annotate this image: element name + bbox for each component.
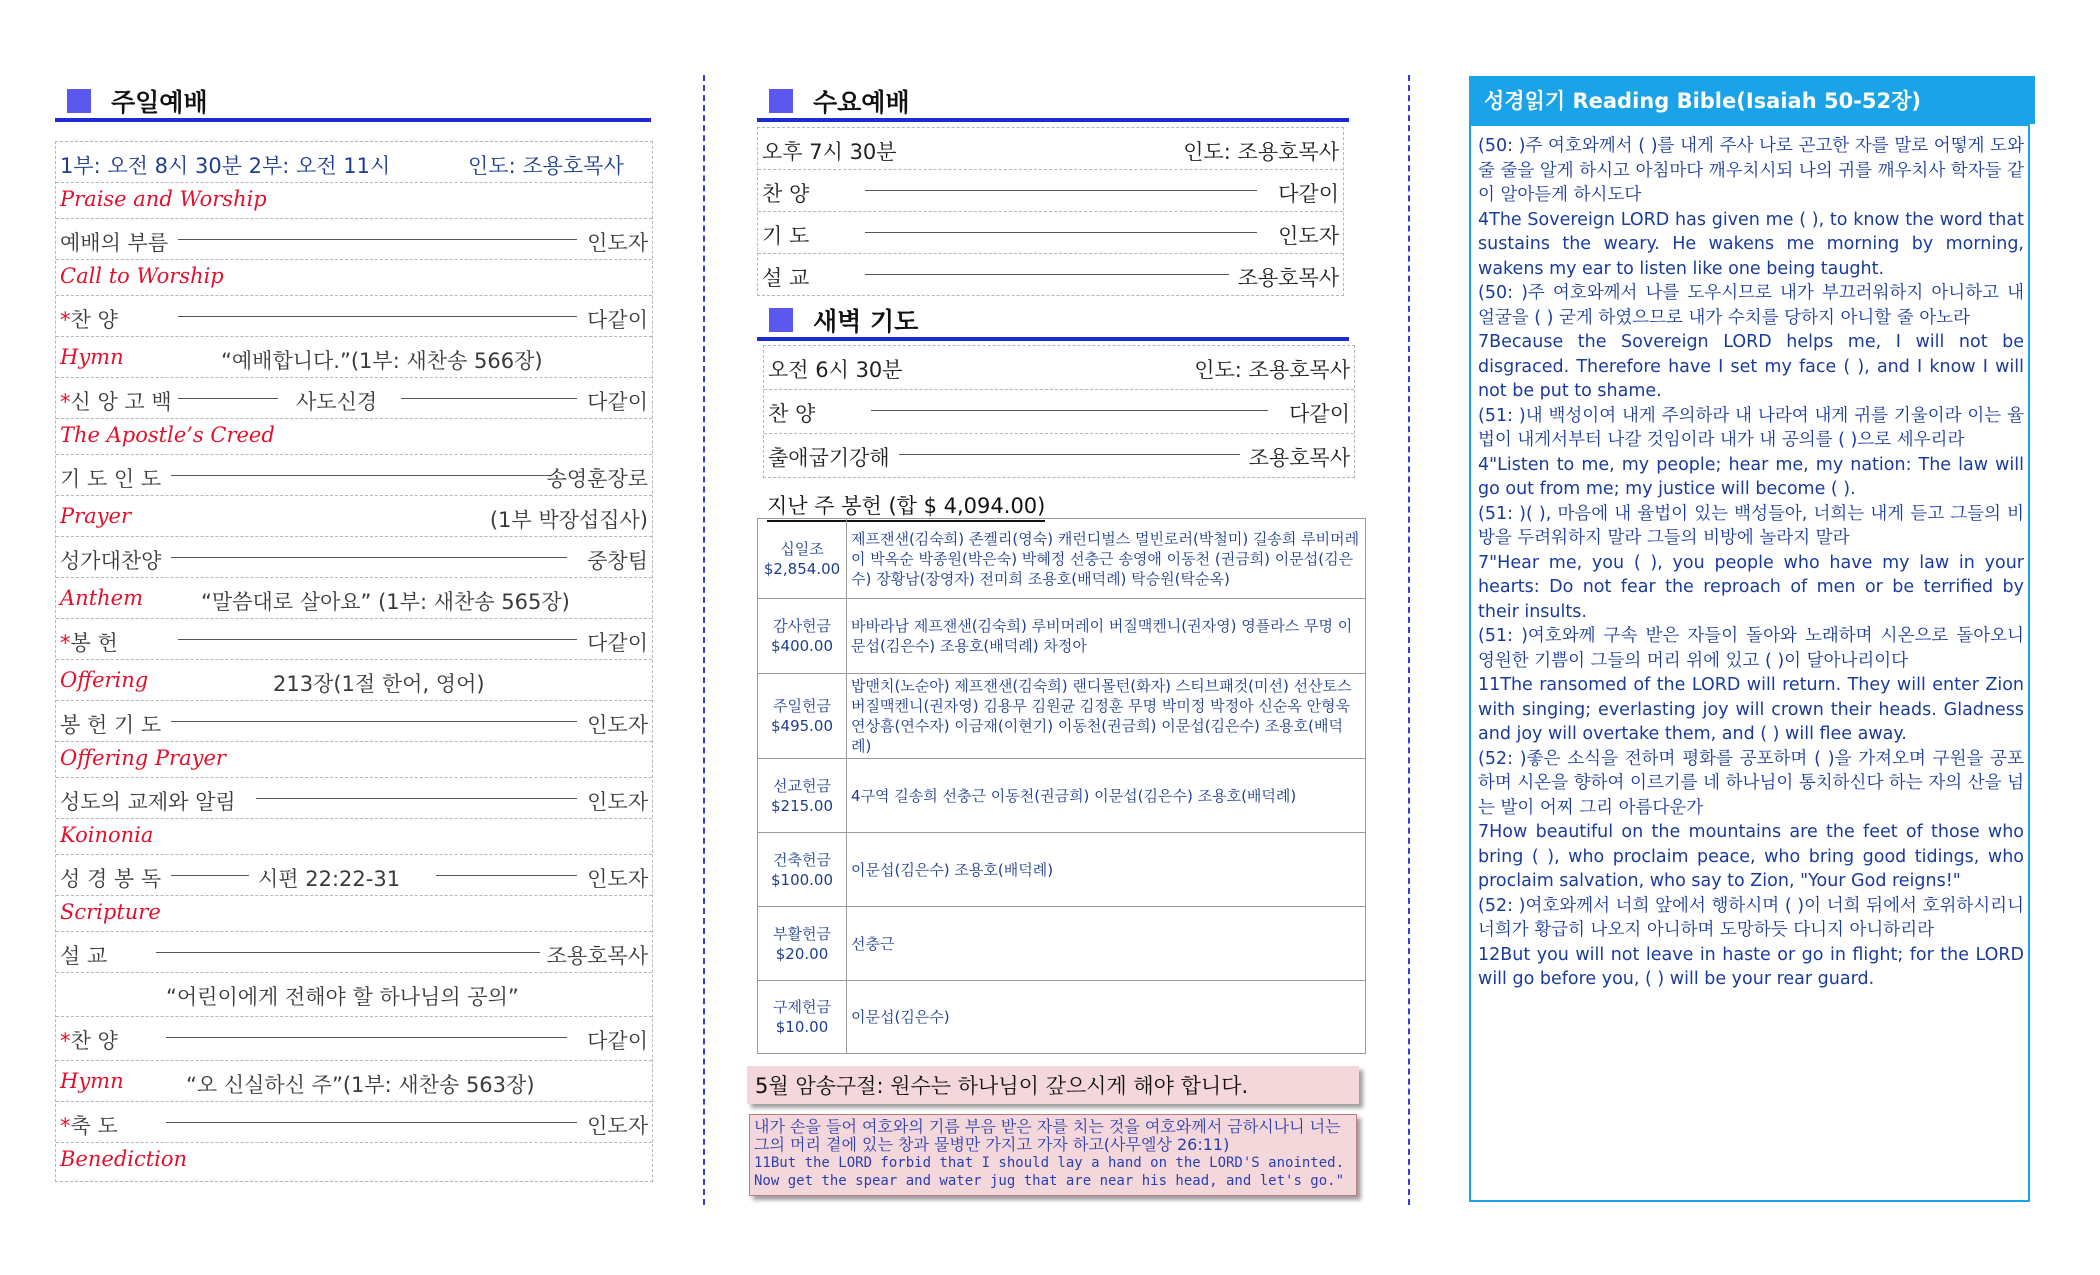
leader-dots [171, 557, 567, 558]
reading-paragraph: 7How beautiful on the mountains are the feet of those who bring ( ), who proclaim peace, who bring good tidings, who proclaim salvation, who say to Zion, "Your God reigns!" [1478, 822, 2024, 891]
reading-paragraph: (51: )( ), 마음에 내 율법이 있는 백성들아, 너희는 내게 듣고 그들의 비방을 두려워하지 말라 그들의 비방에 놀라지 말라 [1478, 503, 2024, 548]
table-row [758, 759, 1366, 833]
square-bullet-icon [769, 89, 793, 113]
english-label: Scripture [60, 900, 161, 924]
item-leader: 다같이 [587, 390, 648, 414]
hymn-title: “예배합니다.”(1부: 새찬송 566장) [221, 349, 543, 373]
leader-dots [171, 475, 552, 476]
offering-hymn: 213장(1절 한어, 영어) [273, 672, 485, 696]
memory-verse-korean: 내가 손을 들어 여호와의 기름 부음 받은 자를 치는 것을 여호와께서 금하시나니 너는 그의 머리 곁에 있는 창과 물병만 가지고 가자 하고(사무엘상 26:11) [754, 1117, 1341, 1154]
list-item [758, 128, 1343, 170]
leader-dots [865, 232, 1257, 233]
memory-verse-box [749, 1114, 1357, 1196]
list-item [56, 496, 652, 537]
list-item [56, 1017, 652, 1061]
english-label: Praise and Worship [60, 187, 267, 211]
memory-verse-heading: 5월 암송구절: 원수는 하나님이 갚으시게 해야 합니다. [747, 1066, 1359, 1104]
item-leader: 송영훈장로 [546, 467, 648, 491]
offering-category: 건축헌금 $100.00 [758, 833, 847, 907]
offering-names: 바바라남 제프잰샌(김숙희) 루비머레이 버질맥켄니(권자영) 영플라스 무명 이문섭(김은수) 조용호(배덕례) 차정아 [847, 599, 1366, 674]
leader-dots [156, 952, 540, 953]
service-time: 오전 6시 30분 [768, 358, 903, 382]
scripture-reference: 시편 22:22-31 [258, 867, 401, 891]
leader-dots [178, 398, 278, 399]
column-separator-1 [703, 75, 705, 1205]
dawn-order-list [763, 345, 1355, 478]
leader-dots [171, 721, 577, 722]
offering-category: 십일조 $2,854.00 [758, 519, 847, 599]
memory-verse-english-1: 11But the LORD forbid that I should lay a hand on the LORD'S anointed. [754, 1155, 1345, 1171]
item-leader: 중창팀 [587, 549, 648, 573]
offering-category: 선교헌금 $215.00 [758, 759, 847, 833]
creed-name: 사도신경 [296, 390, 378, 414]
item-label: 예배의 부름 [60, 231, 169, 255]
table-row [758, 981, 1366, 1054]
item-label: 기 도 인 도 [60, 467, 162, 491]
item-leader: 인도자 [587, 790, 648, 814]
leader-dots [178, 239, 577, 240]
item-label: 찬 양 [70, 1029, 118, 1053]
item-leader: 인도자 [1278, 224, 1339, 248]
leader-dots [436, 875, 577, 876]
list-item [56, 578, 652, 619]
leader-dots [166, 1037, 567, 1038]
list-item [56, 537, 652, 578]
english-label: Hymn [60, 1069, 124, 1093]
list-item [56, 337, 652, 378]
item-label: 설 교 [762, 266, 810, 290]
service-times: 1부: 오전 8시 30분 2부: 오전 11시 [60, 154, 391, 178]
item-label: 기 도 [762, 224, 810, 248]
item-leader: 조용호목사 [546, 944, 648, 968]
list-item [56, 660, 652, 701]
item-label: 봉 헌 기 도 [60, 713, 162, 737]
list-item [56, 219, 652, 260]
list-item [758, 170, 1343, 212]
leader-dots [401, 398, 577, 399]
offering-names: 제프잰샌(김숙희) 존켈리(영숙) 캐런디벌스 멀빈로러(박철미) 길송희 루비머레이 박옥순 박종원(박은숙) 박혜정 선충근 송영애 이동천 (권금희) 이문섭(김은수) 장황남(장영자) 전미희 조용호(배덕례) 탁승원(탁순옥) [847, 519, 1366, 599]
item-label: 성 경 봉 독 [60, 867, 162, 891]
list-item [56, 183, 652, 219]
list-item [56, 973, 652, 1017]
item-leader: 다같이 [1278, 182, 1339, 206]
offering-category: 부활헌금 $20.00 [758, 907, 847, 981]
item-leader: 인도자 [587, 867, 648, 891]
reading-paragraph: (51: )내 백성이여 내게 주의하라 내 나라여 내게 귀를 기울이라 이는 율법이 내게서부터 나갈 것임이라 내가 내 공의를 ( )으로 세우리라 [1478, 405, 2024, 450]
service-leader: 인도: 조용호목사 [1194, 358, 1350, 382]
reading-paragraph: (50: )주 여호와께서 나를 도우시므로 내가 부끄러워하지 아니하고 내 얼굴을 ( ) 굳게 하였으므로 내가 수치를 당하지 아니할 줄 아노라 [1478, 283, 2024, 328]
item-label: 성도의 교제와 알림 [60, 790, 236, 814]
offering-names: 선충근 [847, 907, 1366, 981]
square-bullet-icon [67, 89, 91, 113]
item-leader: 인도자 [587, 1114, 648, 1138]
table-row [758, 907, 1366, 981]
sunday-order-list [55, 141, 653, 1182]
english-label: Koinonia [60, 823, 154, 847]
english-label: Offering Prayer [60, 746, 226, 770]
stand-mark: * [60, 631, 71, 655]
item-label: 봉 헌 [70, 631, 118, 655]
sunday-times-row [56, 142, 652, 183]
item-label: 출애굽기강해 [768, 446, 890, 470]
english-label: Anthem [60, 586, 143, 610]
list-item [56, 855, 652, 896]
reading-bible-title: 성경읽기 Reading Bible(Isaiah 50-52장) [1469, 76, 2035, 124]
sermon-title: “어린이에게 전해야 할 하나님의 공의” [166, 985, 519, 1009]
list-item [56, 742, 652, 778]
table-row [758, 674, 1366, 759]
leader-dots [899, 454, 1240, 455]
list-item [56, 819, 652, 855]
service-leader: 인도: 조용호목사 [1183, 140, 1339, 164]
item-label: 찬 양 [762, 182, 810, 206]
reading-paragraph: 12But you will not leave in haste or go in flight; for the LORD will go before you, ( ) will be your rear guard. [1478, 944, 2024, 989]
offering-category: 감사헌금 $400.00 [758, 599, 847, 674]
item-label: 찬 양 [768, 402, 816, 426]
english-label: Hymn [60, 345, 124, 369]
offering-category: 주일헌금 $495.00 [758, 674, 847, 759]
list-item [764, 390, 1354, 434]
leader-dots [166, 1122, 577, 1123]
list-item [764, 346, 1354, 390]
service-time: 오후 7시 30분 [762, 140, 897, 164]
list-item [56, 419, 652, 455]
list-item [56, 1061, 652, 1102]
item-leader: 인도자 [587, 231, 648, 255]
table-row [758, 599, 1366, 674]
list-item [764, 434, 1354, 477]
item-leader: 조용호목사 [1248, 446, 1350, 470]
list-item [56, 378, 652, 419]
english-label: Benediction [60, 1147, 188, 1171]
offering-names: 이문섭(김은수) 조용호(배덕례) [847, 833, 1366, 907]
offering-total-title: 지난 주 봉헌 (합 $ 4,094.00) [767, 490, 1045, 522]
stand-mark: * [60, 1029, 71, 1053]
wednesday-header [757, 84, 1349, 122]
leader-dots [865, 274, 1229, 275]
leader-dots [871, 410, 1268, 411]
reading-paragraph: (51: )여호와께 구속 받은 자들이 돌아와 노래하며 시온으로 돌아오니 영원한 기쁨이 그들의 머리 위에 있고 ( )이 달아나리이다 [1478, 626, 2024, 671]
list-item [56, 896, 652, 932]
item-label: 성가대찬양 [60, 549, 162, 573]
stand-mark: * [60, 1114, 71, 1138]
list-item [758, 212, 1343, 254]
list-item [56, 932, 652, 973]
reading-paragraph: 7"Hear me, you ( ), you people who have my law in your hearts: Do not fear the reproach of men or be terrified by their insults. [1478, 552, 2024, 622]
item-leader: 조용호목사 [1237, 266, 1339, 290]
list-item [758, 254, 1343, 295]
offering-names: 4구역 길송희 선충근 이동천(권금희) 이문섭(김은수) 조용호(배덕례) [847, 759, 1366, 833]
service-leader: 인도: 조용호목사 [468, 154, 624, 178]
column-separator-2 [1408, 75, 1410, 1205]
item-leader: 다같이 [587, 1029, 648, 1053]
item-leader: 인도자 [587, 713, 648, 737]
hymn-title: “오 신실하신 주”(1부: 새찬송 563장) [186, 1073, 535, 1097]
reading-paragraph: (52: )여호와께서 너희 앞에서 행하시며 ( )이 너희 뒤에서 호위하시리니 너희가 황급히 나오지 아니하며 도망하듯 다니지 아니하리라 [1478, 895, 2024, 940]
leader-dots [171, 875, 249, 876]
reading-paragraph: 4"Listen to me, my people; hear me, my nation: The law will go out from me; my justice will become ( ). [1478, 454, 2024, 499]
reading-paragraph: 4The Sovereign LORD has given me ( ), to know the word that sustains the weary. He wakens me morning by morning, wakens my ear to listen like one being taught. [1478, 209, 2024, 279]
list-item [56, 1102, 652, 1143]
memory-verse-english-2: Now get the spear and water jug that are near his head, and let's go." [754, 1173, 1345, 1189]
offering-names: 밥맨치(노순아) 제프잰샌(김숙희) 랜디몰턴(화자) 스티브패것(미선) 선산토스 버질맥켄니(권자영) 김용무 김원균 김정훈 무명 박미정 박정아 신순옥 안형욱 연상흠(연수자) 이금재(이현기) 이동천(권금희) 이문섭(김은수) 조용호(배덕례) [847, 674, 1366, 759]
reading-paragraph: (50: )주 여호와께서 ( )를 내게 주사 나로 곤고한 자를 말로 어떻게 도와 줄 줄을 알게 하시고 아침마다 깨우치시되 나의 귀를 깨우치사 학자들 같이 알아듣게 하시도다 [1478, 136, 2024, 205]
list-item [56, 260, 652, 296]
leader-dots [865, 190, 1257, 191]
offering-table [757, 518, 1366, 1054]
offering-category: 구제헌금 $10.00 [758, 981, 847, 1054]
offering-names: 이문섭(김은수) [847, 981, 1366, 1054]
list-item [56, 1143, 652, 1181]
leader-dots [178, 639, 577, 640]
english-label: Call to Worship [60, 264, 224, 288]
table-row [758, 519, 1366, 599]
list-item [56, 296, 652, 337]
item-leader: 다같이 [1289, 402, 1350, 426]
dawn-header [757, 303, 1349, 341]
wednesday-order-list [757, 127, 1344, 296]
sunday-header [55, 84, 651, 122]
item-label: 설 교 [60, 944, 108, 968]
english-label: Prayer [60, 504, 132, 528]
item-label: 찬 양 [70, 308, 118, 332]
reading-paragraph: 7Because the Sovereign LORD helps me, I will not be disgraced. Therefore have I set my face ( ), and I know I will not be put to shame. [1478, 332, 2024, 401]
reading-paragraph: 11The ransomed of the LORD will return. They will enter Zion with singing; everlasting joy will crown their heads. Gladness and joy will overtake them, and ( ) will flee away. [1478, 675, 2024, 744]
list-item [56, 619, 652, 660]
english-label: The Apostle’s Creed [60, 423, 275, 447]
list-item [56, 701, 652, 742]
reading-paragraph: (52: )좋은 소식을 전하며 평화를 공포하며 ( )을 가져오며 구원을 공포하며 시온을 향하여 이르기를 네 하나님이 통치하신다 하는 자의 산을 넘는 발이 어찌 그리 아름다운가 [1478, 748, 2024, 818]
list-item [56, 778, 652, 819]
item-label: 신 앙 고 백 [70, 390, 172, 414]
leader-dots [178, 316, 577, 317]
table-row [758, 833, 1366, 907]
square-bullet-icon [769, 308, 793, 332]
prayer-note: (1부 박장섭집사) [489, 508, 648, 532]
anthem-title: “말씀대로 살아요” (1부: 새찬송 565장) [201, 590, 570, 614]
list-item [56, 455, 652, 496]
stand-mark: * [60, 390, 71, 414]
dawn-title: 새벽 기도 [813, 307, 919, 336]
item-leader: 다같이 [587, 631, 648, 655]
leader-dots [256, 798, 577, 799]
wednesday-title: 수요예배 [813, 88, 910, 117]
sunday-title: 주일예배 [111, 88, 208, 117]
item-label: 축 도 [70, 1114, 118, 1138]
stand-mark: * [60, 308, 71, 332]
item-leader: 다같이 [587, 308, 648, 332]
reading-bible-box [1469, 124, 2030, 1202]
english-label: Offering [60, 668, 149, 692]
